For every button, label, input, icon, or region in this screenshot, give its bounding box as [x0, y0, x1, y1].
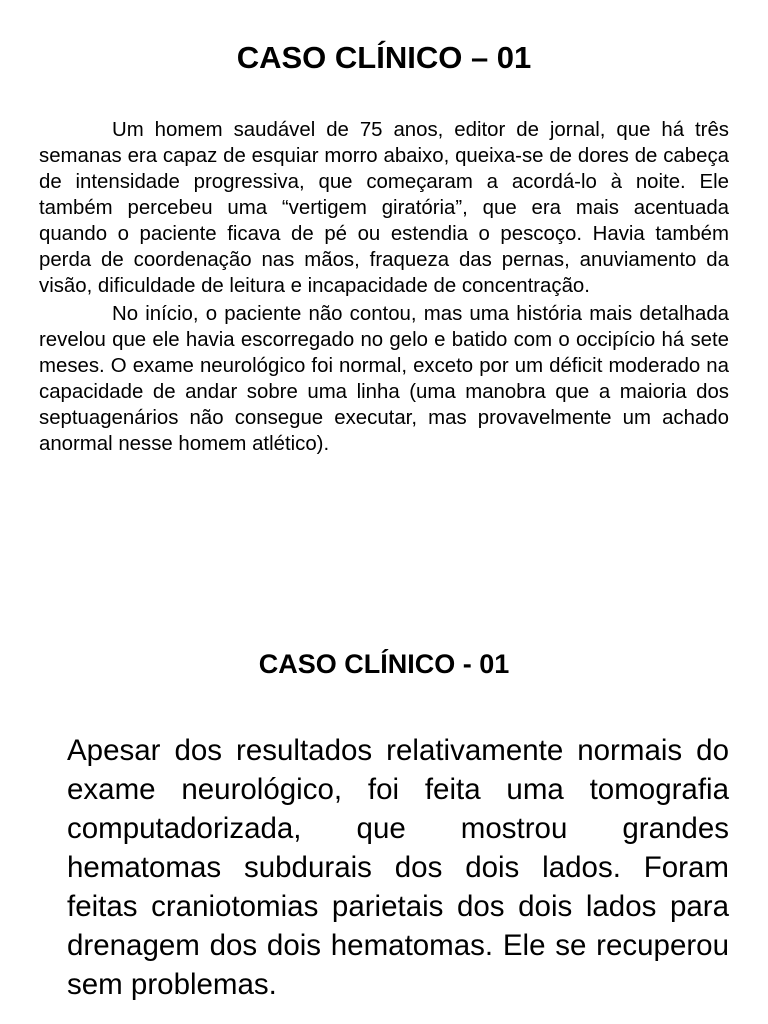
slide-title: CASO CLÍNICO – 01 [236, 40, 532, 75]
outcome-text [67, 731, 729, 1004]
paragraph-outcome: Apesar dos resultados relativamente normais do exame neurológico, foi feita uma tomografia computadorizada, que mostrou grandes hematomas subdurais dos dois lados. Foram feitas craniotomias parietais dos dois lados para drenagem dos dois hematomas. Ele se recuperou sem problemas. [67, 734, 729, 1001]
paragraph-presentation: Um homem saudável de 75 anos, editor de jornal, que há três semanas era capaz de esquiar morro abaixo, queixa-se de dores de cabeça de intensidade progressiva, que começaram a acordá-lo à noite. Ele também percebeu uma “vertigem giratória”, que era mais acentuada quando o paciente ficava de pé ou estendia o pescoço. Havia também perda de coordenação nas mãos, fraqueza das pernas, anuviamento da visão, dificuldade de leitura e incapacidade de concentração. [39, 119, 729, 297]
case-text [39, 117, 729, 459]
slide-case-outcome [0, 600, 768, 1024]
slide-title: CASO CLÍNICO - 01 [258, 649, 510, 679]
paragraph-history: No início, o paciente não contou, mas uma história mais detalhada revelou que ele havia escorregado no gelo e batido com o occipício há sete meses. O exame neurológico foi normal, exceto por um déficit moderado na capacidade de andar sobre uma linha (uma manobra que a maioria dos septuagenários não consegue executar, mas provavelmente um achado anormal nesse homem atlético). [39, 303, 729, 455]
